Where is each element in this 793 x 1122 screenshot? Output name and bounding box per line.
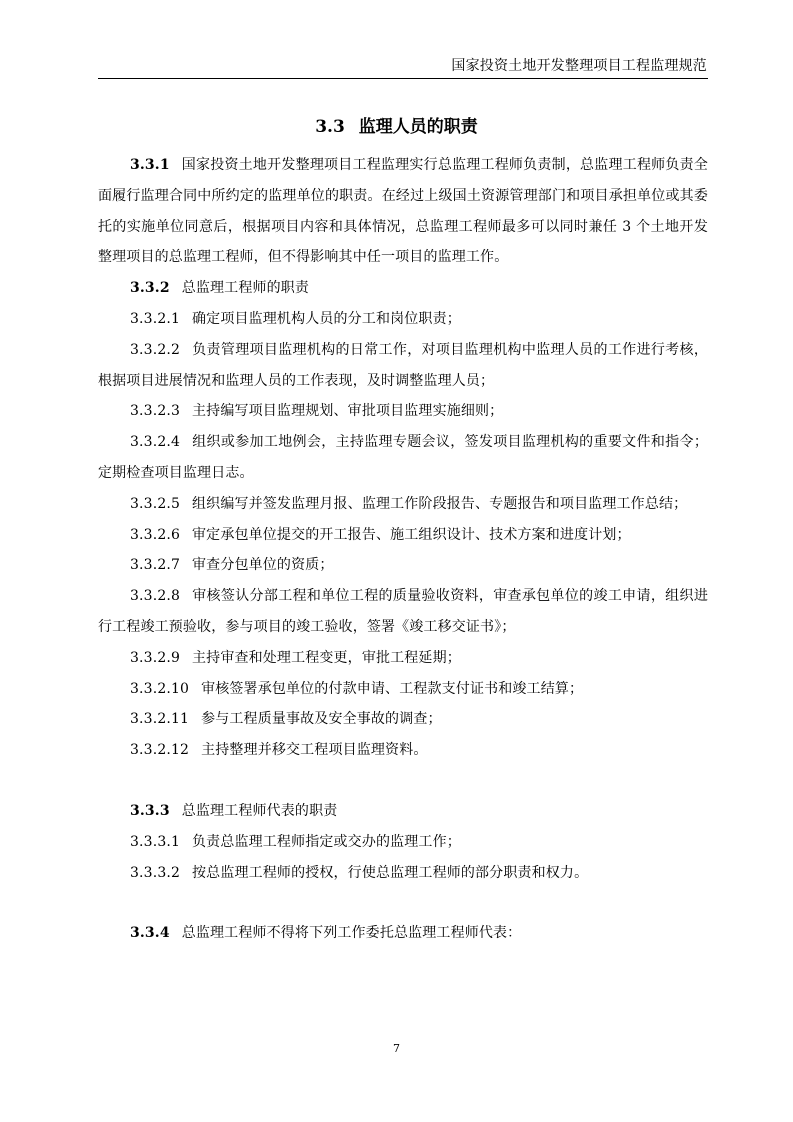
clause-3-3-2-11 bbox=[98, 704, 708, 735]
clause-3-3-2-7 bbox=[98, 550, 708, 581]
clause-number: 3.3.2.1 bbox=[130, 310, 181, 327]
clause-text: 国家投资土地开发整理项目工程监理实行总监理工程师负责制，总监理工程师负责全面履行监理合同中所约定的监理单位的职责。在经过上级国土资源管理部门和项目承担单位或其委托的实施单位同意后，根据项目内容和具体情况，总监理工程师最多可以同时兼任 3 个土地开发整理项目的总监理工程师，但不得影响其中任一项目的监理工作。 bbox=[98, 157, 708, 266]
clause-text: 确定项目监理机构人员的分工和岗位职责； bbox=[192, 310, 461, 327]
clause-3-3-2-4 bbox=[98, 427, 708, 489]
section-number: 3.3 bbox=[315, 117, 345, 137]
clause-text: 参与工程质量事故及安全事故的调查； bbox=[201, 711, 442, 728]
header-rule bbox=[98, 78, 708, 79]
paragraph-spacer bbox=[98, 888, 708, 918]
clause-3-3-2-6 bbox=[98, 520, 708, 551]
clause-3-3-1 bbox=[98, 150, 708, 273]
clause-number: 3.3.2.7 bbox=[130, 557, 181, 574]
clause-text: 审定承包单位提交的开工报告、施工组织设计、技术方案和进度计划； bbox=[192, 526, 631, 543]
clause-text: 按总监理工程师的授权，行使总监理工程师的部分职责和权力。 bbox=[192, 864, 589, 881]
clause-text: 审查分包单位的资质； bbox=[192, 557, 334, 574]
clause-number: 3.3.3.1 bbox=[130, 833, 181, 850]
clause-number: 3.3.2.11 bbox=[130, 711, 190, 728]
clause-3-3-2-3 bbox=[98, 396, 708, 427]
page-number: 7 bbox=[393, 1042, 400, 1055]
clause-text: 审核签认分部工程和单位工程的质量验收资料，审查承包单位的竣工申请，组织进行工程竣工预验收，参与项目的竣工验收，签署《竣工移交证书》； bbox=[98, 588, 708, 635]
clause-number: 3.3.2.9 bbox=[130, 649, 181, 666]
clause-3-3-3-1 bbox=[98, 827, 708, 858]
clause-text: 总监理工程师不得将下列工作委托总监理工程师代表： bbox=[181, 925, 522, 942]
clause-3-3-3-2 bbox=[98, 858, 708, 889]
clause-3-3-2-1 bbox=[98, 304, 708, 335]
clause-3-3-2-2 bbox=[98, 335, 708, 397]
clause-text: 组织或参加工地例会，主持监理专题会议，签发项目监理机构的重要文件和指令；定期检查项目监理日志。 bbox=[98, 434, 708, 481]
clause-3-3-3 bbox=[98, 796, 708, 827]
clause-number: 3.3.2.3 bbox=[130, 403, 181, 420]
clause-number: 3.3.3 bbox=[130, 802, 170, 819]
clause-3-3-2-10 bbox=[98, 674, 708, 705]
paragraph-spacer bbox=[98, 766, 708, 796]
clause-number: 3.3.1 bbox=[130, 157, 170, 173]
clause-text: 总监理工程师代表的职责 bbox=[181, 802, 338, 819]
body-text bbox=[98, 150, 708, 949]
clause-3-3-4 bbox=[98, 918, 708, 949]
clause-number: 3.3.2.5 bbox=[130, 495, 181, 512]
clause-number: 3.3.3.2 bbox=[130, 864, 181, 881]
clause-number: 3.3.2.6 bbox=[130, 526, 181, 543]
section-title-text: 监理人员的职责 bbox=[358, 117, 478, 137]
clause-3-3-2-5 bbox=[98, 489, 708, 520]
clause-3-3-2-12 bbox=[98, 735, 708, 766]
clause-text: 总监理工程师的职责 bbox=[181, 280, 310, 297]
clause-text: 主持整理并移交工程项目监理资料。 bbox=[201, 742, 428, 759]
clause-number: 3.3.2 bbox=[130, 280, 170, 297]
clause-number: 3.3.2.12 bbox=[130, 742, 190, 759]
clause-text: 组织编写并签发监理月报、监理工作阶段报告、专题报告和项目监理工作总结； bbox=[192, 495, 688, 512]
clause-number: 3.3.2.4 bbox=[130, 434, 181, 451]
clause-text: 审核签署承包单位的付款申请、工程款支付证书和竣工结算； bbox=[201, 680, 584, 697]
clause-3-3-2 bbox=[98, 273, 708, 304]
clause-text: 主持审查和处理工程变更，审批工程延期； bbox=[192, 649, 461, 666]
clause-number: 3.3.2.8 bbox=[130, 588, 181, 605]
clause-text: 负责管理项目监理机构的日常工作，对项目监理机构中监理人员的工作进行考核，根据项目进展情况和监理人员的工作表现，及时调整监理人员； bbox=[98, 341, 708, 389]
clause-text: 负责总监理工程师指定或交办的监理工作； bbox=[192, 833, 461, 850]
clause-number: 3.3.2.2 bbox=[130, 341, 181, 358]
clause-number: 3.3.2.10 bbox=[130, 680, 190, 697]
clause-3-3-2-8 bbox=[98, 581, 708, 643]
section-heading bbox=[0, 112, 793, 137]
clause-number: 3.3.4 bbox=[130, 925, 170, 942]
clause-3-3-2-9 bbox=[98, 643, 708, 674]
running-header-title: 国家投资土地开发整理项目工程监理规范 bbox=[451, 58, 707, 74]
clause-text: 主持编写项目监理规划、审批项目监理实施细则； bbox=[192, 403, 504, 420]
